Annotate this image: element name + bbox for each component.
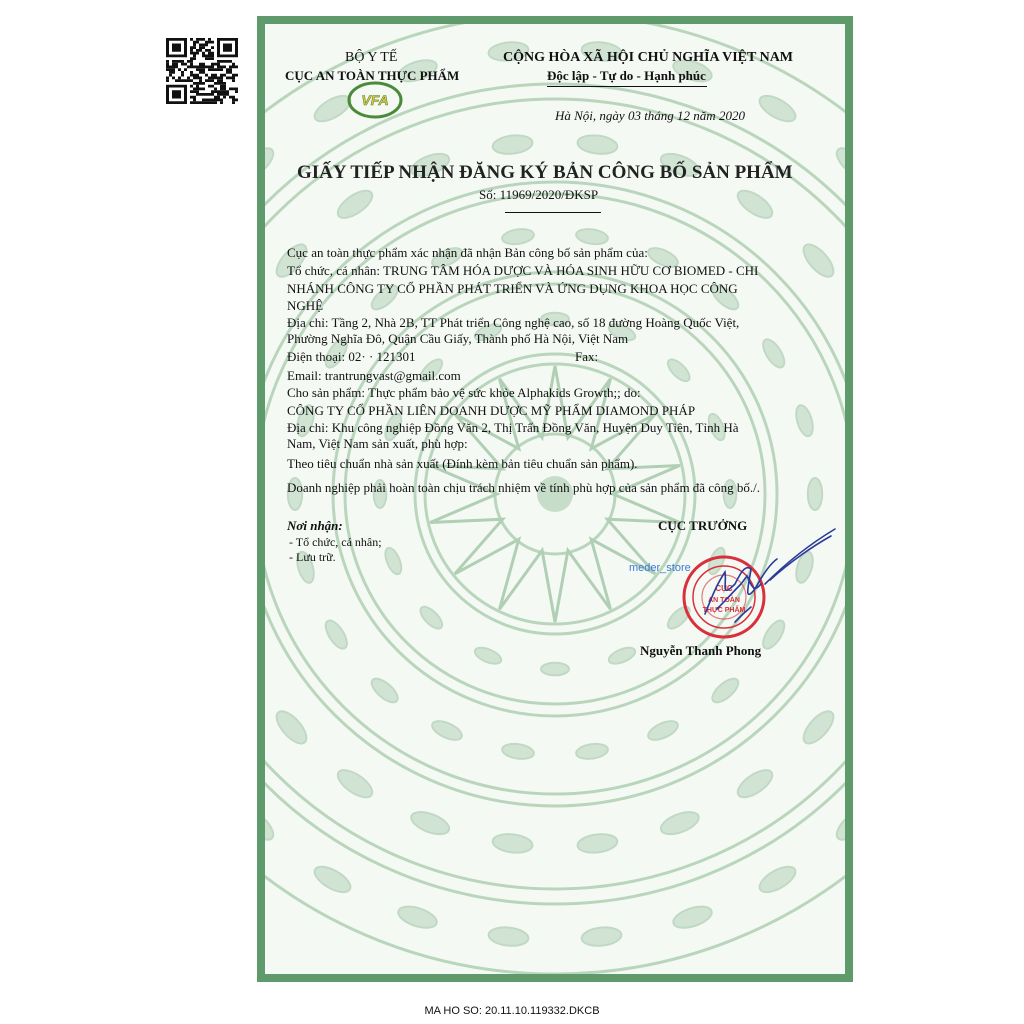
responsibility-statement: Doanh nghiệp phải hoàn toàn chịu trách nhiệm về tính phù hợp của sản phẩm đã công bố./.	[287, 480, 760, 495]
manufacturer-name: CÔNG TY CỔ PHẦN LIÊN DOANH DƯỢC MỸ PHẨM DIAMOND PHÁP	[287, 403, 696, 418]
republic-name: CỘNG HÒA XÃ HỘI CHỦ NGHĨA VIỆT NAM	[503, 50, 794, 65]
recipient-item: - Lưu trữ.	[289, 550, 336, 564]
signature-area	[265, 24, 845, 684]
email-address: Email: trantrungvast@gmail.com	[287, 368, 461, 383]
agency-name: CỤC AN TOÀN THỰC PHẨM	[285, 68, 460, 83]
signer-role: CỤC TRƯỞNG	[658, 518, 748, 533]
svg-text:THỰC PHẨM: THỰC PHẨM	[702, 607, 746, 614]
phone-number: Điện thoại: 02· · 121301	[287, 349, 416, 364]
intro-text: Cục an toàn thực phẩm xác nhận đã nhận Bản công bố sản phẩm của:	[287, 245, 648, 260]
manufacturer-address-line-2: Nam, Việt Nam sản xuất, phù hợp:	[287, 436, 468, 451]
document-number: Số: 11969/2020/ĐKSP	[479, 187, 599, 202]
issue-date: Hà Nội, ngày 03 tháng 12 năm 2020	[555, 108, 745, 123]
recipient-item: - Tổ chức, cá nhân;	[289, 535, 382, 549]
dossier-code: MA HO SO: 20.11.10.119332.DKCB	[424, 1005, 600, 1017]
certificate-frame	[257, 16, 853, 982]
ministry-name: BỘ Y TẾ	[345, 50, 398, 65]
manufacturer-address-line-1: Địa chỉ: Khu công nghiệp Đồng Văn 2, Thị Trấn Đồng Văn, Huyện Duy Tiên, Tỉnh Hà	[287, 420, 739, 435]
fax-label: Fax:	[575, 349, 599, 364]
document-title: GIẤY TIẾP NHẬN ĐĂNG KÝ BẢN CÔNG BỐ SẢN PHẨM	[297, 162, 793, 183]
standard-statement: Theo tiêu chuẩn nhà sản xuất (Đính kèm bản tiêu chuẩn sản phẩm).	[287, 456, 638, 471]
official-stamp	[684, 557, 764, 637]
certificate-paper	[265, 24, 845, 974]
svg-text:VFA: VFA	[361, 92, 389, 108]
watermark-text: meder_store	[629, 562, 691, 574]
organization-line-2: NHÁNH CÔNG TY CỔ PHẦN PHÁT TRIỂN VÀ ỨNG DỤNG KHOA HỌC CÔNG	[287, 281, 738, 296]
national-motto: Độc lập - Tự do - Hạnh phúc	[547, 68, 706, 83]
svg-text:AN TOÀN: AN TOÀN	[708, 597, 740, 604]
organization-address-line-1: Địa chỉ: Tầng 2, Nhà 2B, TT Phát triển Công nghệ cao, số 18 đường Hoàng Quốc Việt,	[287, 315, 740, 330]
signer-name: Nguyễn Thanh Phong	[640, 643, 762, 658]
organization-address-line-2: Phường Nghĩa Đô, Quận Cầu Giấy, Thành phố Hà Nội, Việt Nam	[287, 331, 629, 346]
recipients-label: Nơi nhận:	[287, 518, 343, 533]
qr-code	[166, 38, 238, 104]
organization-line-3: NGHỆ	[287, 298, 324, 313]
svg-text:CỤC: CỤC	[715, 584, 733, 593]
organization-line-1: Tổ chức, cá nhân: TRUNG TÂM HÓA DƯỢC VÀ HÓA SINH HỮU CƠ BIOMED - CHI	[287, 263, 759, 278]
product-line: Cho sản phẩm: Thực phẩm bảo vệ sức khỏe Alphakids Growth;; do:	[287, 385, 641, 400]
